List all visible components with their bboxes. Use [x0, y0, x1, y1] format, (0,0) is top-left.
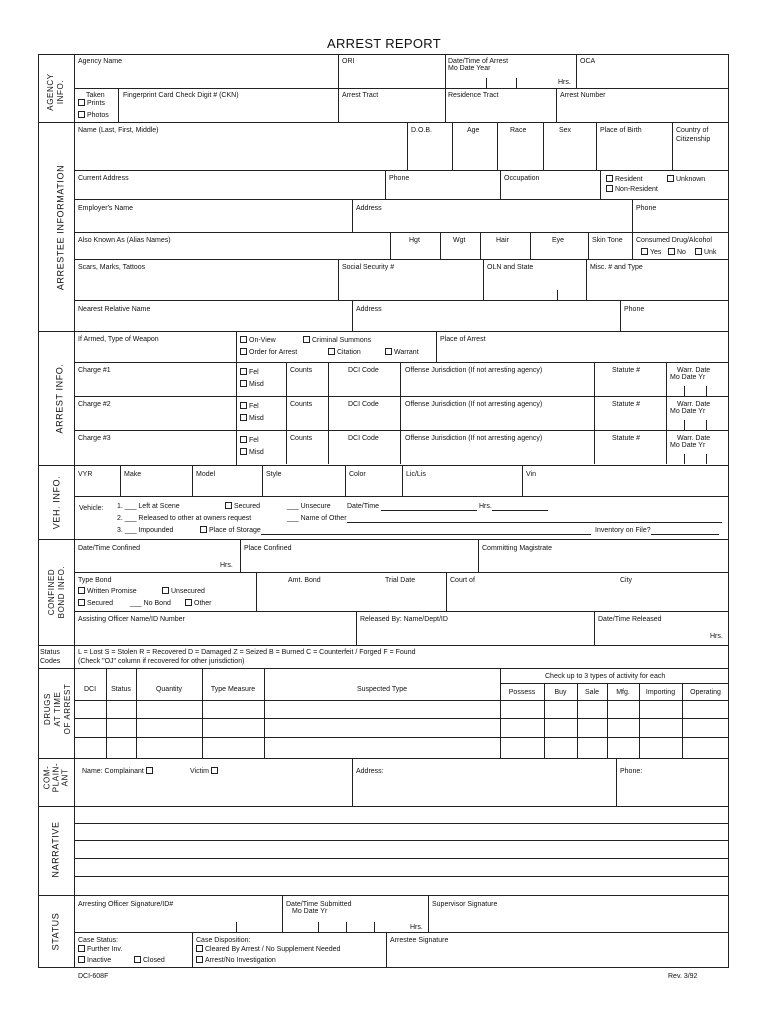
sex-field[interactable]: Sex [559, 127, 572, 134]
drugs-col-header: Suspected Type [356, 686, 408, 693]
case-disposition-label: Case Disposition: [196, 937, 251, 944]
height-field[interactable]: Hgt [409, 237, 420, 244]
drugs-section-label: DRUGS AT TIME OF ARREST [43, 683, 72, 735]
charge-3-dci-code-field[interactable]: DCI Code [348, 435, 379, 442]
age-field[interactable]: Age [467, 127, 480, 134]
arrestee-section-label: ARRESTEE INFORMATION [55, 164, 66, 291]
agency-name-field[interactable]: Agency Name [78, 58, 122, 65]
magistrate-field[interactable]: Committing Magistrate [482, 545, 553, 552]
prints-checkbox[interactable]: Prints [78, 99, 105, 108]
form-title: ARREST REPORT [327, 36, 441, 51]
written-promise-checkbox[interactable]: Written Promise [78, 587, 137, 596]
assisting-officer-field[interactable]: Assisting Officer Name/ID Number [78, 616, 185, 623]
drugs-activity-header: Operating [690, 689, 721, 696]
drugs-activity-header: Importing [645, 689, 676, 696]
lic-field[interactable]: Lic/Lis [406, 471, 426, 478]
residence-tract-field[interactable]: Residence Tract [448, 92, 499, 99]
consumed-label: Consumed Drug/Alcohol [636, 237, 712, 244]
impounded-option[interactable]: 3. ___ Impounded [117, 527, 174, 534]
criminal-summons-checkbox[interactable]: Criminal Summons [303, 336, 371, 345]
unsecure-option[interactable]: ___ Unsecure [287, 503, 331, 510]
skin-tone-field[interactable]: Skin Tone [592, 237, 623, 244]
supervisor-signature-field[interactable]: Supervisor Signature [432, 901, 498, 908]
charge-2-warr-date-field[interactable]: Warr. Date [677, 401, 711, 408]
other-checkbox[interactable]: Other [185, 599, 212, 608]
complainant-address-field[interactable]: Address: [356, 768, 384, 775]
place-birth-field[interactable]: Place of Birth [600, 127, 642, 134]
inactive-checkbox[interactable]: Inactive [78, 956, 111, 965]
charge-3-offense-juris-field[interactable]: Offense Jurisdiction (If not arresting agency) [405, 435, 543, 442]
photos-checkbox[interactable]: Photos [78, 111, 109, 120]
arrest-no-inv-checkbox[interactable]: Arrest/No Investigation [196, 956, 276, 965]
oln-field[interactable]: OLN and State [487, 264, 534, 271]
current-address-field[interactable]: Current Address [78, 175, 129, 182]
drugs-activity-header: Possess [508, 689, 536, 696]
fingerprint-ckn-field[interactable]: Fingerprint Card Check Digit # (CKN) [123, 92, 239, 99]
secured-bond-checkbox[interactable]: Secured [78, 599, 113, 608]
style-field[interactable]: Style [266, 471, 282, 478]
charge-2-misd-checkbox[interactable]: Misd [240, 414, 264, 423]
charge-1-misd-checkbox[interactable]: Misd [240, 380, 264, 389]
unknown-checkbox[interactable]: Unknown [667, 175, 705, 184]
ori-field[interactable]: ORI [342, 58, 355, 65]
status-codes-label: Status Codes [40, 649, 61, 665]
no-bond-option[interactable]: ___ No Bond [130, 600, 171, 607]
form-id: DCI-608F [78, 973, 109, 980]
arrest-number-field[interactable]: Arrest Number [560, 92, 606, 99]
arrest-datetime-field[interactable]: Date/Time of Arrest [448, 58, 509, 65]
employer-address-field[interactable]: Address [356, 205, 382, 212]
relative-phone-field[interactable]: Phone [624, 306, 645, 313]
hrs-label: Hrs. [558, 79, 571, 86]
confined-datetime-field[interactable]: Date/Time Confined [78, 545, 140, 552]
oca-field[interactable]: OCA [580, 58, 596, 65]
confined-section-label: CONFINED BOND INFO. [47, 565, 66, 619]
victim-checkbox[interactable]: Victim [190, 767, 220, 776]
warrant-checkbox[interactable]: Warrant [385, 348, 419, 357]
drugs-col-header: DCI [83, 686, 97, 693]
eye-field[interactable]: Eye [552, 237, 565, 244]
non-resident-checkbox[interactable]: Non-Resident [606, 185, 658, 194]
charge-3-misd-checkbox[interactable]: Misd [240, 448, 264, 457]
confined-section [38, 539, 729, 646]
charge-1-statute-field[interactable]: Statute # [612, 367, 641, 374]
confined-hrs-label: Hrs. [220, 562, 233, 569]
on-view-checkbox[interactable]: On-View [240, 336, 276, 345]
arrest-section-label: ARREST INFO. [54, 363, 65, 434]
charge-1-warr-date-field[interactable]: Warr. Date [677, 367, 711, 374]
charge-1-fel-checkbox[interactable]: Fel [240, 368, 259, 377]
occupation-field[interactable]: Occupation [504, 175, 540, 182]
further-inv-checkbox[interactable]: Further Inv. [78, 945, 122, 954]
charge-3-field[interactable]: Charge #3 [78, 435, 111, 442]
released-hrs-label: Hrs. [710, 633, 723, 640]
case-status-label: Case Status: [78, 937, 119, 944]
aka-field[interactable]: Also Known As (Alias Names) [78, 237, 171, 244]
unsecured-checkbox[interactable]: Unsecured [162, 587, 205, 596]
name-of-other-field[interactable]: ___ Name of Other [287, 514, 722, 523]
vehicle-label: Vehicle: [79, 505, 104, 512]
status-codes-note: (Check "OJ" column if recovered for other jurisdiction) [78, 658, 245, 665]
relative-address-field[interactable]: Address [356, 306, 382, 313]
agency-section-label: AGENCY INFO. [46, 73, 65, 111]
consumed-yes-checkbox[interactable]: Yes [641, 248, 661, 257]
city-field[interactable]: City [620, 577, 633, 584]
order-for-arrest-checkbox[interactable]: Order for Arrest [240, 348, 297, 357]
released-option[interactable]: 2. ___ Released to other at owners request [117, 515, 252, 522]
scars-field[interactable]: Scars, Marks, Tattoos [78, 264, 146, 271]
charge-2-counts-field[interactable]: Counts [290, 401, 313, 408]
drug-activity-note: Check up to 3 types of activity for each [545, 673, 666, 680]
drugs-activity-header: Sale [584, 689, 600, 696]
name-field[interactable]: Name (Last, First, Middle) [78, 127, 159, 134]
consumed-unk-checkbox[interactable]: Unk [695, 248, 716, 257]
charge-2-fel-checkbox[interactable]: Fel [240, 402, 259, 411]
inventory-field[interactable]: Inventory on File? [595, 526, 719, 535]
charge-3-warr-date-field[interactable]: Warr. Date [677, 435, 711, 442]
citation-checkbox[interactable]: Citation [328, 348, 361, 357]
phone-field[interactable]: Phone [389, 175, 410, 182]
narrative-section-label: NARRATIVE [50, 821, 61, 878]
hair-field[interactable]: Hair [496, 237, 509, 244]
charge-2-statute-field[interactable]: Statute # [612, 401, 641, 408]
officer-signature-field[interactable]: Arresting Officer Signature/ID# [78, 901, 174, 908]
drugs-activity-header: Buy [554, 689, 567, 696]
status-section-label: STATUS [50, 912, 61, 951]
released-by-field[interactable]: Released By: Name/Dept/ID [360, 616, 448, 623]
place-of-arrest-field[interactable]: Place of Arrest [440, 336, 486, 343]
left-at-scene-option[interactable]: 1. ___ Left at Scene [117, 503, 180, 510]
secured-checkbox[interactable]: Secured [225, 502, 260, 511]
place-storage-checkbox[interactable]: Place of Storage [200, 526, 591, 535]
arrest-section [38, 331, 729, 466]
complainant-section-label: COM- PLAIN- ANT [42, 762, 70, 793]
race-field[interactable]: Race [510, 127, 527, 134]
charge-2-offense-juris-field[interactable]: Offense Jurisdiction (If not arresting agency) [405, 401, 543, 408]
charge-2-warr-mo-date-yr: Mo Date Yr [670, 408, 706, 415]
revision: Rev. 3/92 [668, 973, 698, 980]
drugs-col-header: Type Measure [210, 686, 256, 693]
drugs-row[interactable] [75, 739, 728, 756]
complainant-phone-field[interactable]: Phone: [620, 768, 643, 775]
vin-field[interactable]: Vin [526, 471, 536, 478]
submitted-hrs-label: Hrs. [410, 924, 423, 931]
datetime-submitted-field[interactable]: Date/Time Submitted [286, 901, 352, 908]
charge-2-dci-code-field[interactable]: DCI Code [348, 401, 379, 408]
taken-label: Taken [86, 92, 105, 99]
model-field[interactable]: Model [196, 471, 216, 478]
charge-3-counts-field[interactable]: Counts [290, 435, 313, 442]
vyr-field[interactable]: VYR [78, 471, 93, 478]
consumed-no-checkbox[interactable]: No [668, 248, 686, 257]
armed-field[interactable]: If Armed, Type of Weapon [78, 336, 159, 343]
status-codes-legend: L = Lost S = Stolen R = Recovered D = Damaged Z = Seized B = Burned C = Counterfeit / Forged F = Found [78, 649, 416, 656]
charge-1-field[interactable]: Charge #1 [78, 367, 111, 374]
charge-3-warr-mo-date-yr: Mo Date Yr [670, 442, 706, 449]
charge-1-warr-mo-date-yr: Mo Date Yr [670, 374, 706, 381]
court-of-field[interactable]: Court of [450, 577, 475, 584]
datetime-released-field[interactable]: Date/Time Released [598, 616, 662, 623]
cleared-checkbox[interactable]: Cleared By Arrest / No Supplement Needed [196, 945, 340, 954]
resident-checkbox[interactable]: Resident [606, 175, 643, 184]
charge-1-offense-juris-field[interactable]: Offense Jurisdiction (If not arresting agency) [405, 367, 543, 374]
dob-field[interactable]: D.O.B. [411, 127, 433, 134]
employer-field[interactable]: Employer's Name [78, 205, 134, 212]
misc-field[interactable]: Misc. # and Type [590, 264, 643, 271]
charge-3-statute-field[interactable]: Statute # [612, 435, 641, 442]
amt-bond-field[interactable]: Amt. Bond [288, 577, 321, 584]
make-field[interactable]: Make [124, 471, 142, 478]
arrest-tract-field[interactable]: Arrest Tract [342, 92, 379, 99]
complainant-section [38, 758, 729, 807]
closed-checkbox[interactable]: Closed [134, 956, 165, 965]
submitted-mo-date-yr: Mo Date Yr [292, 908, 328, 915]
relative-field[interactable]: Nearest Relative Name [78, 306, 151, 313]
complainant-checkbox[interactable]: Name: Complainant [82, 767, 155, 776]
charge-1-counts-field[interactable]: Counts [290, 367, 313, 374]
color-field[interactable]: Color [349, 471, 366, 478]
trial-date-field[interactable]: Trial Date [385, 577, 416, 584]
drugs-col-header: Quantity [155, 686, 183, 693]
drugs-row[interactable] [75, 701, 728, 718]
type-bond-label: Type Bond [78, 577, 112, 584]
charge-2-field[interactable]: Charge #2 [78, 401, 111, 408]
drugs-activity-header: Mfg. [616, 689, 630, 696]
ssn-field[interactable]: Social Security # [342, 264, 395, 271]
weight-field[interactable]: Wgt [453, 237, 466, 244]
mo-date-year-label: Mo Date Year [448, 65, 491, 72]
country-citizenship-field[interactable]: Country of Citizenship [676, 127, 711, 143]
vehicle-section-label: VEH. INFO. [51, 475, 62, 530]
arrestee-signature-field[interactable]: Arrestee Signature [390, 937, 449, 944]
drugs-row[interactable] [75, 720, 728, 737]
charge-1-dci-code-field[interactable]: DCI Code [348, 367, 379, 374]
narrative-section [38, 806, 729, 896]
vehicle-datetime-field[interactable]: Date/Time Hrs. [347, 502, 548, 511]
drugs-col-header: Status [111, 686, 131, 693]
charge-3-fel-checkbox[interactable]: Fel [240, 436, 259, 445]
place-confined-field[interactable]: Place Confined [244, 545, 292, 552]
employer-phone-field[interactable]: Phone [636, 205, 657, 212]
